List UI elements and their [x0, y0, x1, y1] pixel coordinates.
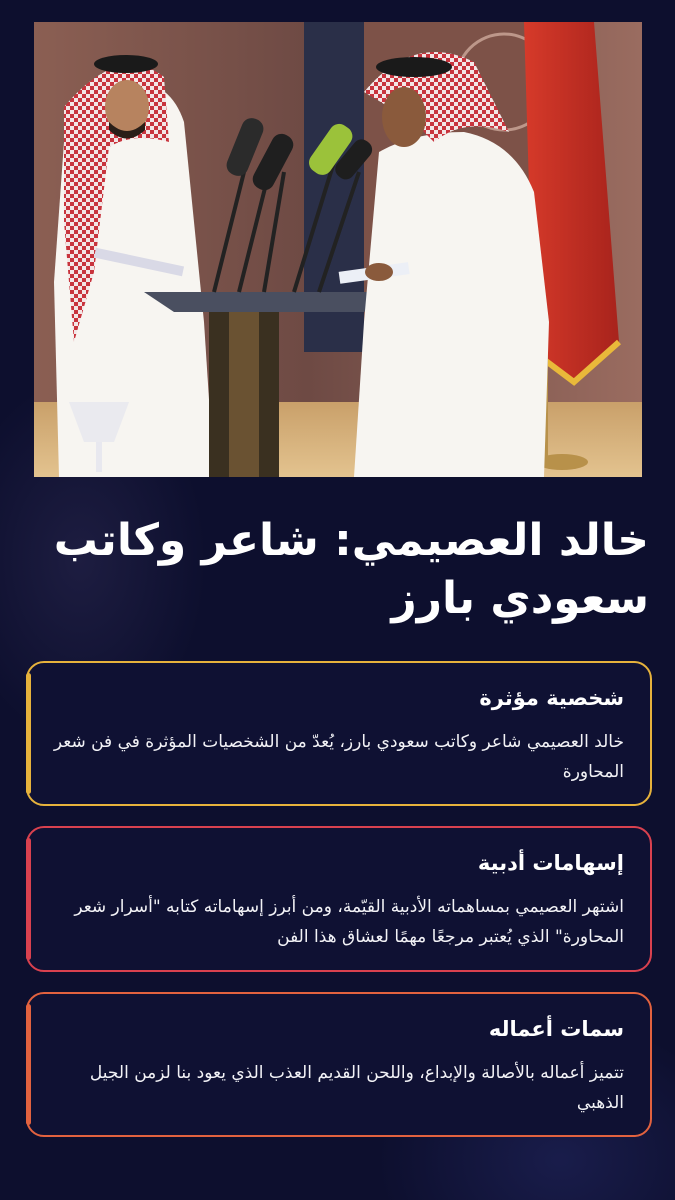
info-card-influential: [26, 661, 652, 806]
hero-photo: [34, 22, 642, 477]
info-card-features: [26, 992, 652, 1137]
card-title: شخصية مؤثرة: [479, 686, 624, 710]
info-card-contributions: [26, 826, 652, 972]
card-text: تتميز أعماله بالأصالة والإبداع، واللحن القديم العذب الذي يعود بنا لزمن الجيل الذهبي: [89, 1063, 624, 1113]
card-title: إسهامات أدبية: [477, 851, 624, 875]
page-title-line-2: سعودي بارز: [391, 573, 649, 624]
hero-photo-illustration: [34, 22, 642, 477]
card-text: خالد العصيمي شاعر وكاتب سعودي بارز، يُعدّ من الشخصيات المؤثرة في فن شعر المحاورة: [53, 732, 624, 782]
page-title: [39, 512, 649, 628]
card-text: اشتهر العصيمي بمساهماته الأدبية القيّمة، ومن أبرز إسهاماته كتابه "أسرار شعر المحاورة" الذي يُعتبر مرجعًا مهمًا لعشاق هذا الفن: [74, 897, 624, 947]
page-title-line-1: خالد العصيمي: شاعر وكاتب: [53, 515, 649, 566]
card-title: سمات أعماله: [488, 1017, 624, 1041]
